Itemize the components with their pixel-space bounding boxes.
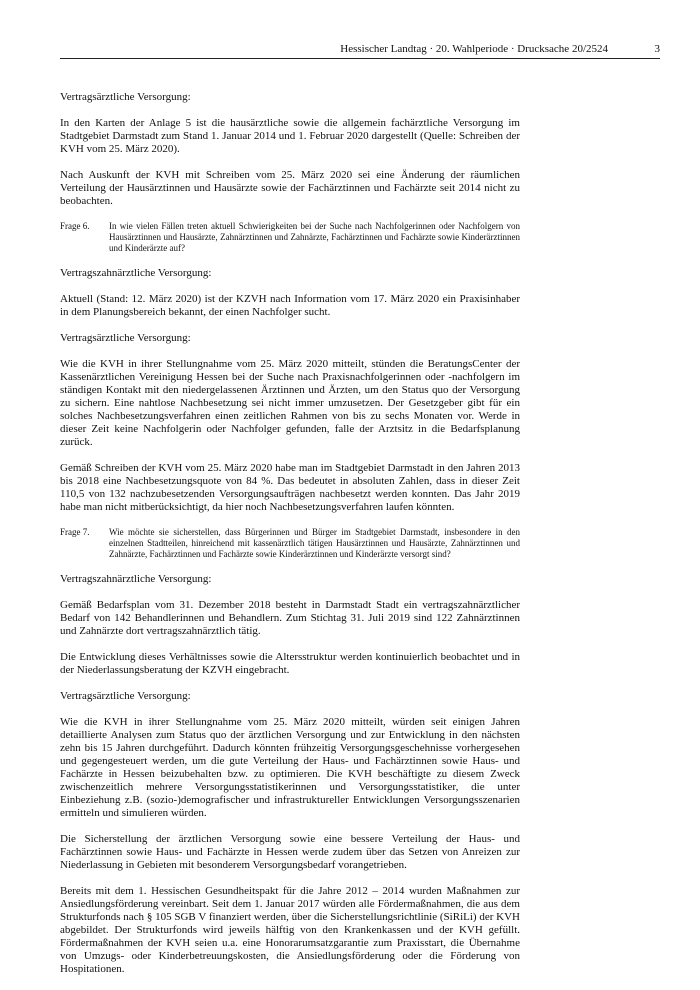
paragraph: Nach Auskunft der KVH mit Schreiben vom 25. März 2020 sei eine Änderung der räumlichen Verteilung der Hausärztinnen und Hausärzte sowie der Fachärztinnen und Fachärzte seit 2014 nicht zu beobachten. — [60, 169, 520, 207]
paragraph: Aktuell (Stand: 12. März 2020) ist der KZVH nach Information vom 17. März 2020 ein Praxisinhaber in dem Planungsbereich bekannt, der einen Nachfolger sucht. — [60, 293, 520, 318]
paragraph: Bereits mit dem 1. Hessischen Gesundheitspakt für die Jahre 2012 – 2014 wurden Maßnahmen zur Ansiedlungsförderung vereinbart. Seit dem 1. Januar 2017 würden alle Fördermaßnahmen, die aus dem Strukturfonds nach § 105 SGB V finanziert werden, über die Sicherstellungsrichtlinie (SiRiLi) der KVH abgebildet. Der Strukturfonds wird jeweils hälftig von den Krankenkassen und der KVH gefüllt. Fördermaßnahmen der KVH seien u.a. eine Honorarumsatzgarantie zum Praxisstart, die Übernahme von Umzugs- oder Kinderbetreuungskosten, die Ansiedlungsförderung oder die Förderung von Hospitationen. — [60, 885, 520, 975]
paragraph: Gemäß Schreiben der KVH vom 25. März 2020 habe man im Stadtgebiet Darmstadt in den Jahren 2013 bis 2018 eine Nachbesetzungsquote von 84 %. Das bedeutet in absoluten Zahlen, dass in dieser Zeit 110,5 von 132 nachzubesetzenden Versorgungsaufträgen nachbesetzt werden konnten. Das Jahr 2019 habe man nicht mitberücksichtigt, da hier noch Nachbesetzungsverfahren laufen könnten. — [60, 462, 520, 513]
header-rule — [60, 58, 660, 59]
paragraph: Wie die KVH in ihrer Stellungnahme vom 25. März 2020 mitteilt, würden seit einigen Jahren detaillierte Analysen zum Status quo der ärztlichen Versorgung und zur Entwicklung in den nächsten zehn bis 15 Jahren durchgeführt. Dadurch könnten frühzeitig Versorgungsgeschehnisse vorhergesehen und gegengesteuert werden, um die gute Verteilung der Haus- und Fachärztinnen sowie Haus- und Fachärzte in Hessen beizubehalten bzw. zu optimieren. Die KVH beschäftigte zu diesem Zweck zwischenzeitlich mehrere Versorgungsstatistikerinnen und Versorgungsstatistiker, die unter Einbeziehung z.B. (sozio-)demografischer und infrastruktureller Entwicklungen Versorgungsszenarien ermitteln und simulieren würden. — [60, 716, 520, 819]
paragraph: Wie die KVH in ihrer Stellungnahme vom 25. März 2020 mitteilt, stünden die BeratungsCenter der Kassenärztlichen Vereinigung Hessen bei der Suche nach Praxisnachfolgerinnen oder -nachfolgern im ständigen Kontakt mit den niedergelassenen Ärztinnen und Ärzten, um den Status quo der Versorgung zu sichern. Eine nahtlose Nachbesetzung sei nicht immer umzusetzen. Der Gesetzgeber gibt für ein solches Nachbesetzungsverfahren einen zeitlichen Rahmen von bis zu sechs Monaten vor. Werde in dieser Zeit keine Nachfolgerin oder Nachfolger gefunden, falle der Arztsitz in die Bedarfsplanung zurück. — [60, 358, 520, 448]
section-heading: Vertragszahnärztliche Versorgung: — [60, 267, 212, 279]
paragraph: Gemäß Bedarfsplan vom 31. Dezember 2018 besteht in Darmstadt Stadt ein vertragszahnärztlicher Bedarf von 142 Behandlerinnen und Behandlern. Zum Stichtag 31. Juli 2019 sind 122 Zahnärztinnen und Zahnärzte dort vertragszahnärztlich tätig. — [60, 599, 520, 637]
question-block — [60, 527, 520, 560]
question-label: Frage 6. — [60, 221, 90, 231]
paragraph: In den Karten der Anlage 5 ist die hausärztliche sowie die allgemein fachärztliche Versorgung im Stadtgebiet Darmstadt zum Stand 1. Januar 2014 und 1. Februar 2020 dargestellt (Quelle: Schreiben der KVH vom 25. März 2020). — [60, 117, 520, 155]
section-heading: Vertragsärztliche Versorgung: — [60, 690, 191, 702]
question-text: Wie möchte sie sicherstellen, dass Bürgerinnen und Bürger im Stadtgebiet Darmstadt, insbesondere in den einzelnen Stadtteilen, hinreichend mit kassenärztlich tätigen Hausärztinnen und Hausärzte, Zahnärztinnen und Zahnärzte, Fachärztinnen und Fachärzte sowie Kinderärztinnen und Kinderärzte versorgt sind? — [109, 527, 520, 559]
page-number: 3 — [654, 43, 660, 55]
section-heading: Vertragsärztliche Versorgung: — [60, 91, 191, 103]
page-header — [60, 42, 660, 58]
paragraph: Die Entwicklung dieses Verhältnisses sowie die Altersstruktur werden kontinuierlich beobachtet und in der Niederlassungsberatung der KZVH eingebracht. — [60, 651, 520, 676]
section-heading: Vertragszahnärztliche Versorgung: — [60, 573, 212, 585]
question-block — [60, 221, 520, 254]
paragraph: Die Sicherstellung der ärztlichen Versorgung sowie eine bessere Verteilung der Haus- und Fachärztinnen sowie Haus- und Fachärzte in Hessen werde zudem über das Setzen von Anreizen zur Niederlassung in Gebieten mit besonderem Versorgungsbedarf vorangetrieben. — [60, 833, 520, 871]
section-heading: Vertragsärztliche Versorgung: — [60, 332, 191, 344]
question-text: In wie vielen Fällen treten aktuell Schwierigkeiten bei der Suche nach Nachfolgerinnen oder Nachfolgern von Hausärztinnen und Hausärzte, Zahnärztinnen und Zahnärzte, Fachärztinnen und Fachärzte sowie Kinderärztinnen und Kinderärzte auf? — [109, 221, 520, 253]
document-body — [60, 91, 520, 989]
question-label: Frage 7. — [60, 527, 90, 537]
running-title: Hessischer Landtag · 20. Wahlperiode · Drucksache 20/2524 — [340, 43, 608, 55]
